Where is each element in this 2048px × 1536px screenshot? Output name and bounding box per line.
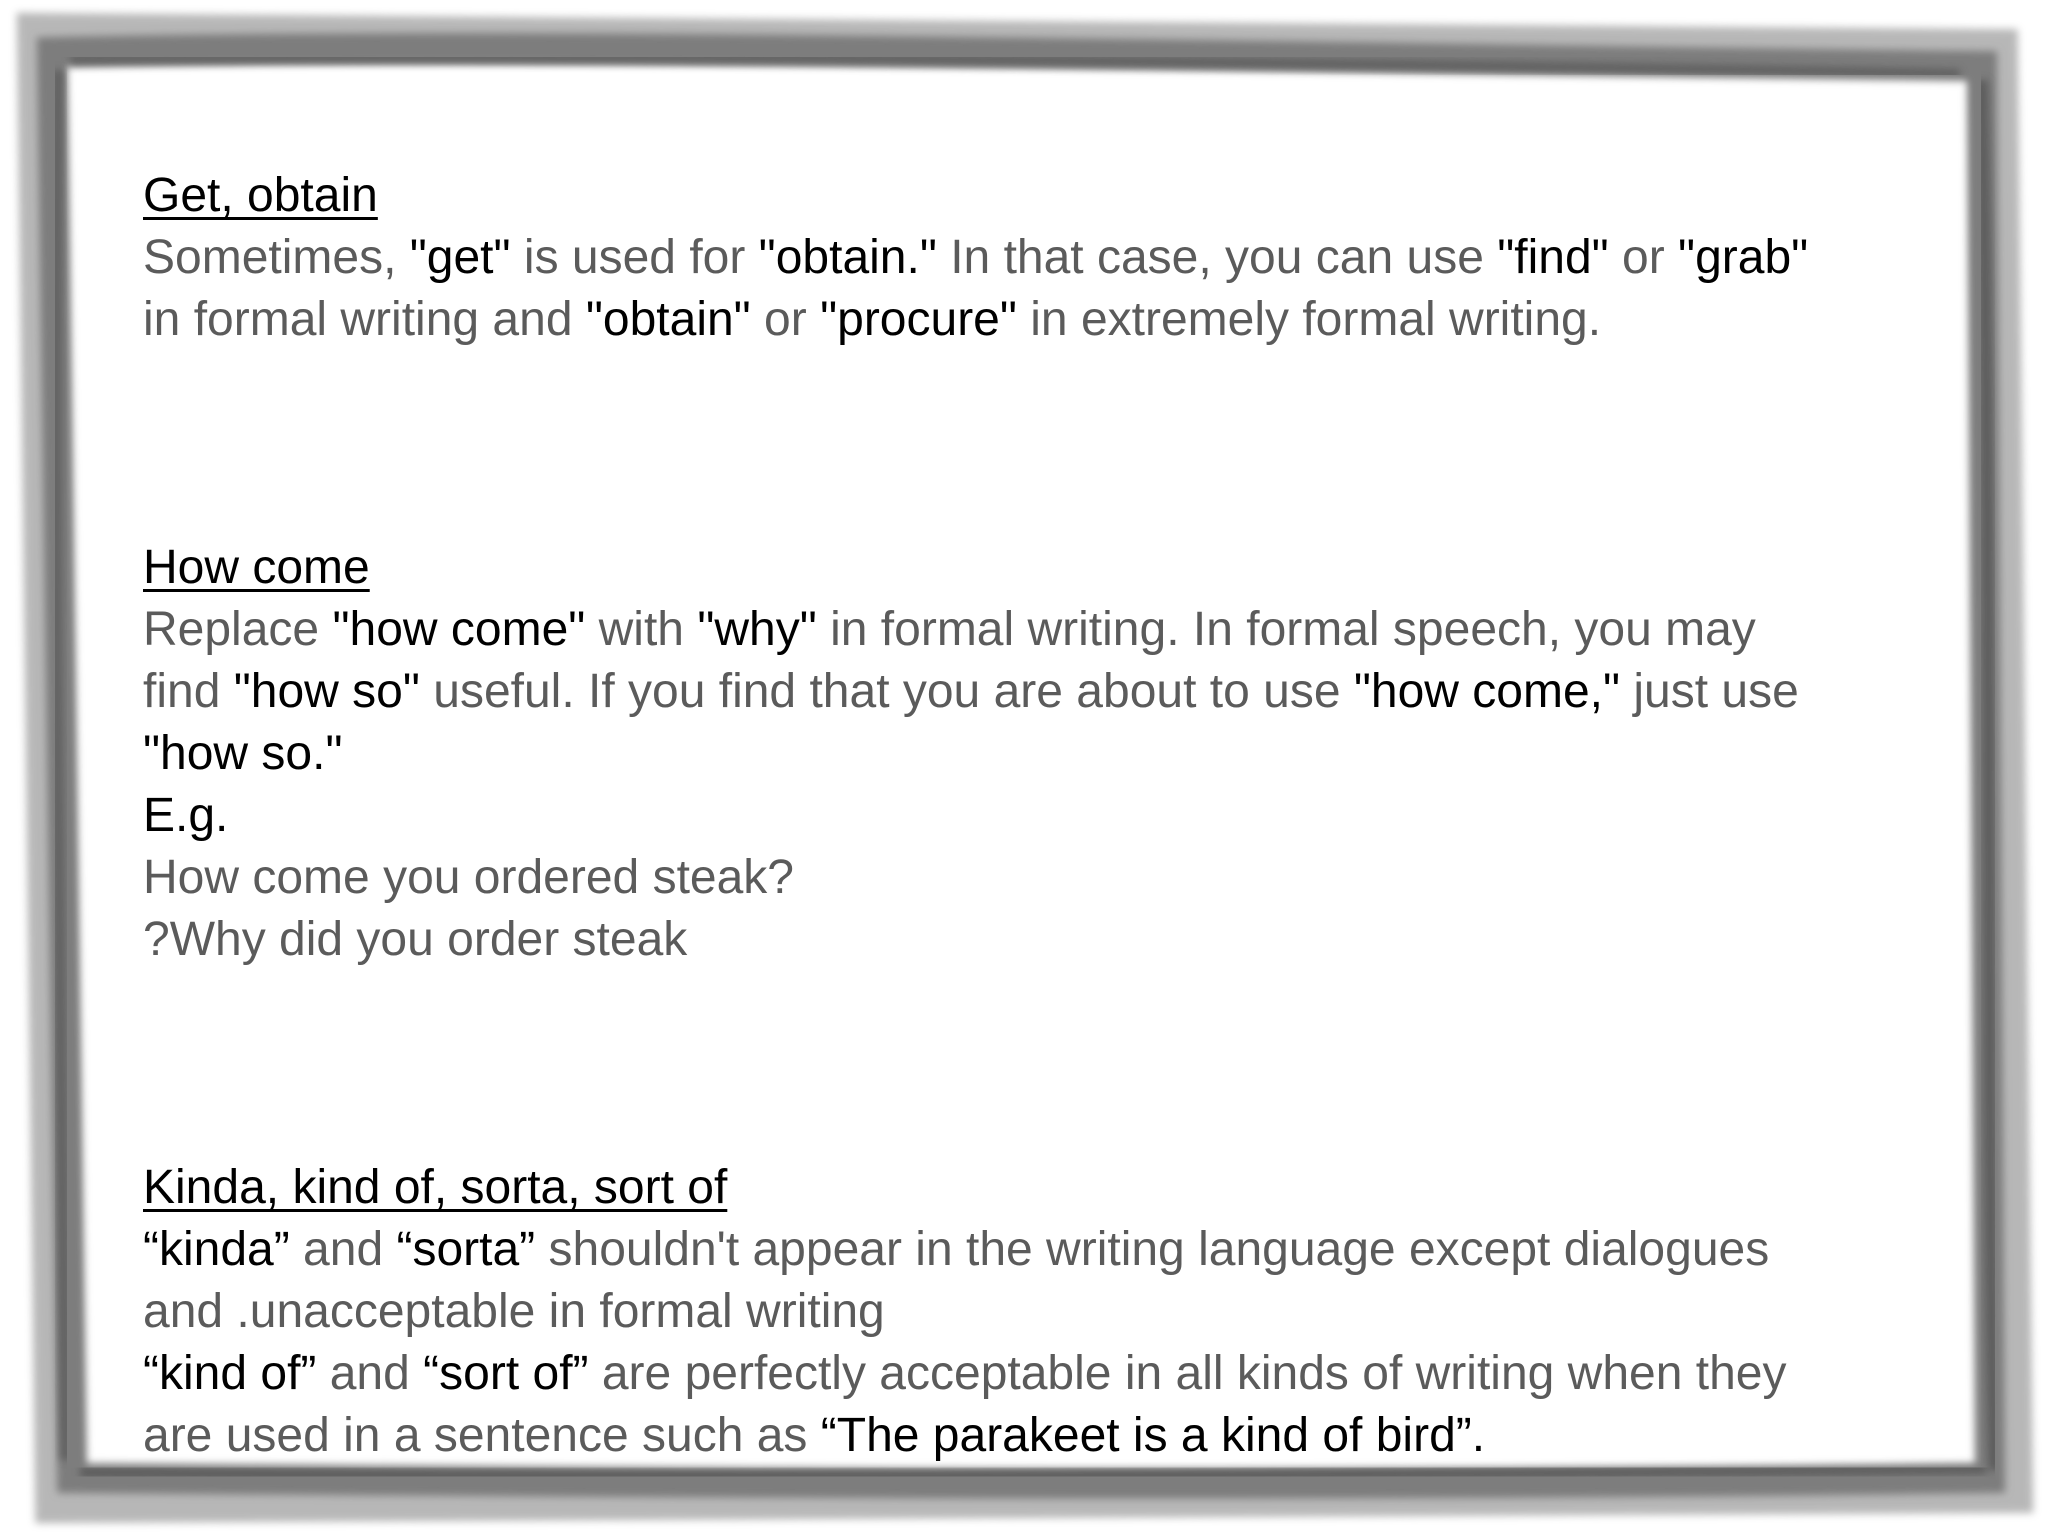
quoted-term: "how so.": [143, 727, 343, 780]
body-text: and .unacceptable in formal writing: [143, 1285, 885, 1338]
body-text: is used for: [510, 231, 759, 284]
section-body: [143, 1219, 1943, 1467]
body-text: just use: [1620, 665, 1799, 718]
text-line: [143, 1405, 1943, 1467]
body-text: useful. If you find that you are about to use: [419, 665, 1354, 718]
quoted-term: "get": [409, 231, 511, 284]
quoted-term: "why": [697, 603, 817, 656]
section-how-come: [143, 537, 1943, 971]
text-line: [143, 1343, 1943, 1405]
quoted-term: “sorta”: [396, 1223, 536, 1276]
quoted-term: "obtain": [585, 293, 751, 346]
body-text: Sometimes,: [143, 231, 410, 284]
body-text: in formal writing. In formal speech, you may: [816, 603, 1756, 656]
body-text: find: [143, 665, 234, 718]
body-text: Replace: [143, 603, 333, 656]
body-text: in extremely formal writing.: [1016, 293, 1602, 346]
body-text: How come you ordered steak?: [143, 851, 794, 904]
quoted-term: "how come,": [1353, 665, 1621, 718]
body-text: are used in a sentence such as: [143, 1409, 821, 1462]
body-text: shouldn't appear in the writing language except dialogues: [535, 1223, 1770, 1276]
body-text: and: [316, 1347, 424, 1400]
body-text: In that case, you can use: [936, 231, 1498, 284]
quoted-term: "obtain.": [758, 231, 937, 284]
text-line: [143, 661, 1943, 723]
body-text: ?Why did you order steak: [143, 913, 688, 966]
section-kinda: [143, 1157, 1943, 1467]
quoted-term: “sort of”: [423, 1347, 589, 1400]
quoted-term: "how so": [233, 665, 420, 718]
text-line: [143, 289, 1943, 351]
document-content: [143, 165, 1943, 1467]
quoted-term: E.g.: [143, 789, 229, 842]
body-text: with: [585, 603, 698, 656]
text-line: [143, 1281, 1943, 1343]
quoted-term: “kinda”: [143, 1223, 290, 1276]
quoted-term: “The parakeet is a kind of bird”.: [820, 1409, 1486, 1462]
body-text: or: [1608, 231, 1679, 284]
section-body: [143, 599, 1943, 971]
section-heading: Kinda, kind of, sorta, sort of: [143, 1161, 728, 1214]
body-text: are perfectly acceptable in all kinds of writing when they: [588, 1347, 1787, 1400]
quoted-term: "grab": [1678, 231, 1809, 284]
quoted-term: "find": [1497, 231, 1609, 284]
text-line: [143, 723, 1943, 785]
body-text: or: [750, 293, 821, 346]
quoted-term: "how come": [332, 603, 586, 656]
section-get-obtain: [143, 165, 1943, 351]
text-line: [143, 847, 1943, 909]
quoted-term: “kind of”: [143, 1347, 317, 1400]
text-line: [143, 1219, 1943, 1281]
body-text: and: [289, 1223, 397, 1276]
quoted-term: "procure": [820, 293, 1017, 346]
section-body: [143, 227, 1943, 351]
section-heading: How come: [143, 541, 370, 594]
text-line: [143, 785, 1943, 847]
text-line: [143, 227, 1943, 289]
section-heading: Get, obtain: [143, 169, 378, 222]
body-text: in formal writing and: [143, 293, 586, 346]
text-line: [143, 599, 1943, 661]
text-line: [143, 909, 1943, 971]
